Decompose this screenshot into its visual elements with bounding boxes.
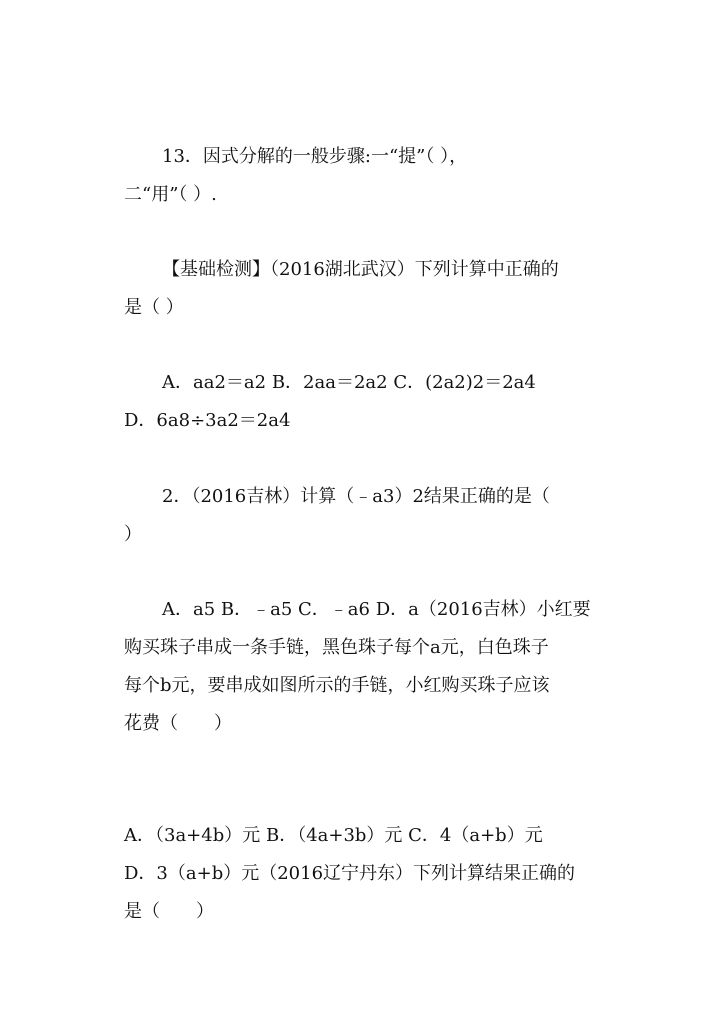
options-3-line-2: D．3（a+b）元（2016辽宁丹东）下列计算结果正确的 [124,863,576,884]
basic-check-line-1: 【基础检测】（2016湖北武汉）下列计算中正确的 [162,259,559,280]
question-13-paragraph [124,138,604,214]
options-2-line-4: 花费（ ） [124,713,232,734]
options-3-line-1: A．（3a+4b）元 B．（4a+3b）元 C．4（a+b）元 [124,825,543,846]
options-3-paragraph [124,817,604,931]
options-1-line-2: D．6a8÷3a2＝2a4 [124,410,291,431]
options-2-line-2: 购买珠子串成一条手链，黑色珠子每个a元，白色珠子 [124,637,549,658]
basic-check-paragraph [124,251,604,327]
options-2-line-3: 每个b元，要串成如图所示的手链，小红购买珠子应该 [124,675,550,696]
question-2-paragraph [124,478,604,554]
question-2-line-1: 2．（2016吉林）计算（﹣a3）2结果正确的是（ [162,486,550,507]
options-1-paragraph [124,364,604,440]
options-2-line-1: A．a5 B．﹣a5 C．﹣a6 D．a（2016吉林）小红要 [162,599,591,620]
options-1-line-1: A．aa2＝a2 B．2aa＝2a2 C．(2a2)2＝2a4 [162,372,536,393]
basic-check-line-2: 是（ ） [124,297,184,318]
question-13-line-1: 13．因式分解的一般步骤:一“提”（ ）， [162,146,468,167]
question-2-line-2: ） [124,524,142,545]
options-2-paragraph [124,591,604,743]
options-3-line-3: 是（ ） [124,901,214,922]
question-13-line-2: 二“用”（ ）. [124,184,217,205]
